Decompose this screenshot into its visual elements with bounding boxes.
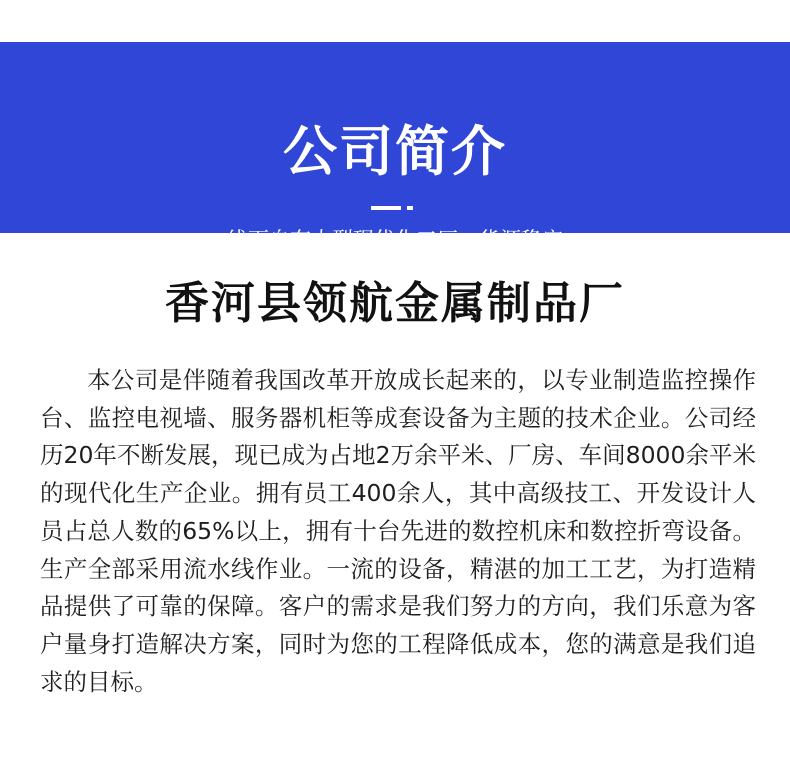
company-name-heading: 香河县领航金属制品厂 xyxy=(165,278,625,329)
section-title: 公司简介 xyxy=(283,120,507,183)
section-subtitle: 线下自有大型现代化工厂，货源稳定 xyxy=(227,228,563,252)
divider-dot xyxy=(407,206,413,210)
divider-dash xyxy=(371,206,401,210)
header-banner xyxy=(0,42,790,252)
company-intro-paragraph: 本公司是伴随着我国改革开放成长起来的，以专业制造监控操作台、监控电视墙、服务器机柜等成套设备为主题的技术企业。公司经历20年不断发展，现已成为占地2万余平米、厂房、车间8000余平米的现代化生产企业。拥有员工400余人，其中高级技工、开发设计人员占总人数的65%以上，拥有十台先进的数控机床和数控折弯设备。生产全部采用流水线作业。一流的设备，精湛的加工工艺，为打造精品提供了可靠的保障。客户的需求是我们努力的方向，我们乐意为客户量身打造解决方案，同时为您的工程降低成本，您的满意是我们追求的目标。 xyxy=(40,366,756,696)
title-divider xyxy=(371,206,419,210)
